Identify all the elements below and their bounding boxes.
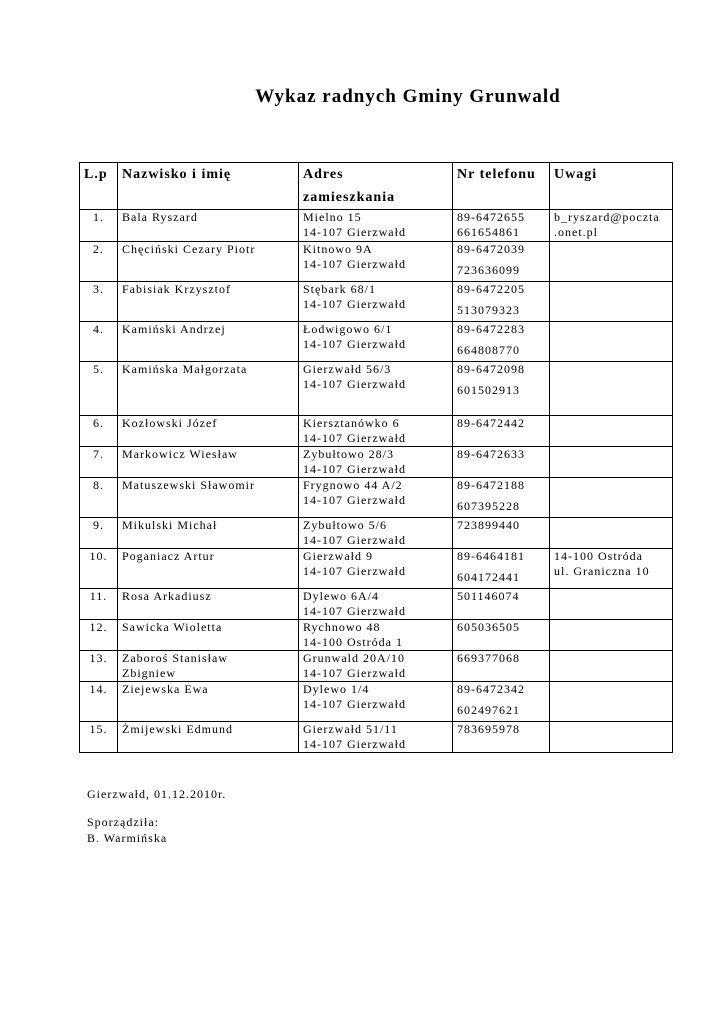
address-line: Mielno 15 [303, 210, 362, 224]
name-line: Markowicz Wiesław [122, 447, 238, 461]
address-line: 14-107 Gierzwałd [303, 297, 406, 311]
cell-notes [550, 651, 673, 682]
table-row [80, 620, 673, 651]
phone-line: 605036505 [457, 620, 520, 634]
phone-line: 602497621 [457, 703, 520, 717]
name-line: Ziejewska Ewa [122, 682, 209, 696]
address-line: 14-107 Gierzwałd [303, 666, 406, 680]
cell-address [299, 518, 453, 549]
cell-address [299, 589, 453, 620]
prepared-by: B. Warmińska [87, 831, 168, 845]
address-line: Kiersztanówko 6 [303, 416, 400, 430]
table-row [80, 210, 673, 242]
cell-name [118, 620, 299, 651]
cell-lp: 14. [80, 682, 118, 722]
cell-phone [453, 478, 550, 518]
cell-phone [453, 620, 550, 651]
table-row [80, 651, 673, 682]
name-line: Kozłowski Józef [122, 416, 218, 430]
address-line: 14-107 Gierzwałd [303, 462, 406, 476]
cell-name [118, 589, 299, 620]
cell-phone [453, 416, 550, 447]
address-line: 14-100 Ostróda 1 [303, 635, 403, 649]
cell-phone [453, 322, 550, 362]
address-line: 14-107 Gierzwałd [303, 257, 406, 271]
cell-lp: 4. [80, 322, 118, 362]
document-title: Wykaz radnych Gminy Grunwald [255, 86, 561, 107]
phone-line: 723899440 [457, 518, 520, 532]
cell-phone [453, 362, 550, 416]
cell-notes [550, 362, 673, 416]
table-row [80, 322, 673, 362]
table-body [80, 210, 673, 753]
cell-notes [550, 620, 673, 651]
address-line: 14-107 Gierzwałd [303, 564, 406, 578]
cell-lp: 15. [80, 722, 118, 753]
name-line: Fabisiak Krzysztof [122, 282, 231, 296]
phone-line: 89-6472205 [457, 282, 525, 296]
phone-line: 661654861 [457, 225, 520, 239]
cell-lp: 12. [80, 620, 118, 651]
cell-lp: 13. [80, 651, 118, 682]
name-line: Bala Ryszard [122, 210, 198, 224]
header-address-line1: Adres [303, 167, 344, 182]
cell-name [118, 322, 299, 362]
cell-address [299, 620, 453, 651]
table-row [80, 478, 673, 518]
table-header-row [80, 163, 673, 210]
notes-line: b_ryszard@poczta [554, 210, 660, 224]
cell-notes [550, 416, 673, 447]
cell-address [299, 242, 453, 282]
table-row [80, 242, 673, 282]
cell-phone [453, 518, 550, 549]
address-line: 14-107 Gierzwałd [303, 225, 406, 239]
table-row [80, 682, 673, 722]
cell-notes [550, 210, 673, 242]
cell-phone [453, 210, 550, 242]
address-line: Stębark 68/1 [303, 282, 376, 296]
address-line: Zybułtowo 5/6 [303, 518, 387, 532]
name-line: Matuszewski Sławomir [122, 478, 255, 492]
cell-notes [550, 518, 673, 549]
address-line: Gierzwałd 9 [303, 549, 373, 563]
table-row [80, 447, 673, 478]
table-row [80, 282, 673, 322]
address-line: 14-107 Gierzwałd [303, 737, 406, 751]
table-row [80, 518, 673, 549]
cell-phone [453, 242, 550, 282]
cell-address [299, 416, 453, 447]
cell-notes [550, 242, 673, 282]
footer [87, 786, 226, 846]
cell-notes [550, 478, 673, 518]
phone-line: 604172441 [457, 570, 520, 584]
table-row [80, 589, 673, 620]
name-line: Poganiacz Artur [122, 549, 215, 563]
cell-address [299, 362, 453, 416]
table-row [80, 722, 673, 753]
cell-address [299, 282, 453, 322]
phone-line: 669377068 [457, 651, 520, 665]
cell-address [299, 682, 453, 722]
phone-line: 601502913 [457, 383, 520, 397]
name-line: Zbigniew [122, 666, 176, 680]
cell-lp: 1. [80, 210, 118, 242]
address-line: 14-107 Gierzwałd [303, 337, 406, 351]
phone-line: 664808770 [457, 343, 520, 357]
cell-notes [550, 589, 673, 620]
cell-phone [453, 282, 550, 322]
cell-lp: 11. [80, 589, 118, 620]
header-lp: L.p [80, 163, 118, 210]
phone-line: 513079323 [457, 303, 520, 317]
address-line: Grunwald 20A/10 [303, 651, 405, 665]
phone-line: 783695978 [457, 722, 520, 736]
cell-phone [453, 549, 550, 589]
address-line: Gierzwałd 56/3 [303, 362, 392, 376]
cell-notes [550, 722, 673, 753]
cell-phone [453, 447, 550, 478]
address-line: 14-107 Gierzwałd [303, 533, 406, 547]
address-line: Gierzwałd 51/11 [303, 722, 398, 736]
cell-phone [453, 682, 550, 722]
phone-line: 89-6472655 [457, 210, 525, 224]
phone-line: 89-6472442 [457, 416, 525, 430]
cell-phone [453, 722, 550, 753]
address-line: 14-107 Gierzwałd [303, 377, 406, 391]
cell-address [299, 447, 453, 478]
cell-name [118, 478, 299, 518]
notes-line: ul. Graniczna 10 [554, 564, 650, 578]
address-line: Zybułtowo 28/3 [303, 447, 394, 461]
cell-lp: 2. [80, 242, 118, 282]
cell-name [118, 682, 299, 722]
address-line: 14-107 Gierzwałd [303, 697, 406, 711]
cell-address [299, 651, 453, 682]
phone-line: 89-6472342 [457, 682, 525, 696]
cell-address [299, 210, 453, 242]
cell-name [118, 242, 299, 282]
name-line: Rosa Arkadiusz [122, 589, 212, 603]
cell-name [118, 362, 299, 416]
notes-line: .onet.pl [554, 225, 598, 239]
cell-notes [550, 682, 673, 722]
cell-notes [550, 549, 673, 589]
address-line: Rychnowo 48 [303, 620, 381, 634]
cell-name [118, 549, 299, 589]
cell-lp: 3. [80, 282, 118, 322]
cell-name [118, 447, 299, 478]
phone-line: 89-6472098 [457, 362, 525, 376]
cell-phone [453, 589, 550, 620]
cell-lp: 10. [80, 549, 118, 589]
cell-name [118, 518, 299, 549]
cell-phone [453, 651, 550, 682]
cell-address [299, 478, 453, 518]
table-row [80, 416, 673, 447]
cell-notes [550, 322, 673, 362]
cell-address [299, 549, 453, 589]
address-line: 14-107 Gierzwałd [303, 431, 406, 445]
name-line: Sawicka Wioletta [122, 620, 223, 634]
cell-name [118, 210, 299, 242]
phone-line: 89-6472188 [457, 478, 525, 492]
cell-address [299, 322, 453, 362]
cell-name [118, 722, 299, 753]
address-line: Frygnowo 44 A/2 [303, 478, 403, 492]
table-row [80, 549, 673, 589]
name-line: Kamińska Małgorzata [122, 362, 248, 376]
address-line: 14-107 Gierzwałd [303, 493, 406, 507]
cell-lp: 5. [80, 362, 118, 416]
place-date: Gierzwałd, 01.12.2010r. [87, 787, 227, 801]
cell-lp: 9. [80, 518, 118, 549]
cell-notes [550, 447, 673, 478]
address-line: 14-107 Gierzwałd [303, 604, 406, 618]
table-row [80, 362, 673, 416]
address-line: Łodwigowo 6/1 [303, 322, 393, 336]
cell-address [299, 722, 453, 753]
councillors-table [79, 162, 673, 753]
address-line: Dylewo 6A/4 [303, 589, 379, 603]
name-line: Żmijewski Edmund [122, 722, 233, 736]
prepared-label: Sporządziła: [87, 815, 159, 829]
header-name: Nazwisko i imię [118, 163, 299, 210]
cell-lp: 7. [80, 447, 118, 478]
header-address [299, 163, 453, 210]
header-phone: Nr telefonu [453, 163, 550, 210]
cell-notes [550, 282, 673, 322]
name-line: Chęciński Cezary Piotr [122, 242, 256, 256]
phone-line: 89-6472283 [457, 322, 525, 336]
header-address-line2: zamieszkania [303, 190, 396, 205]
header-notes: Uwagi [550, 163, 673, 210]
cell-name [118, 651, 299, 682]
address-line: Kitnowo 9A [303, 242, 373, 256]
phone-line: 89-6464181 [457, 549, 525, 563]
cell-name [118, 416, 299, 447]
phone-line: 723636099 [457, 263, 520, 277]
name-line: Zaboroś Stanisław [122, 651, 228, 665]
cell-lp: 8. [80, 478, 118, 518]
phone-line: 607395228 [457, 499, 520, 513]
cell-lp: 6. [80, 416, 118, 447]
phone-line: 89-6472039 [457, 242, 525, 256]
phone-line: 89-6472633 [457, 447, 525, 461]
name-line: Mikulski Michał [122, 518, 218, 532]
address-line: Dylewo 1/4 [303, 682, 370, 696]
name-line: Kamiński Andrzej [122, 322, 226, 336]
cell-name [118, 282, 299, 322]
notes-line: 14-100 Ostróda [554, 549, 643, 563]
phone-line: 501146074 [457, 589, 520, 603]
